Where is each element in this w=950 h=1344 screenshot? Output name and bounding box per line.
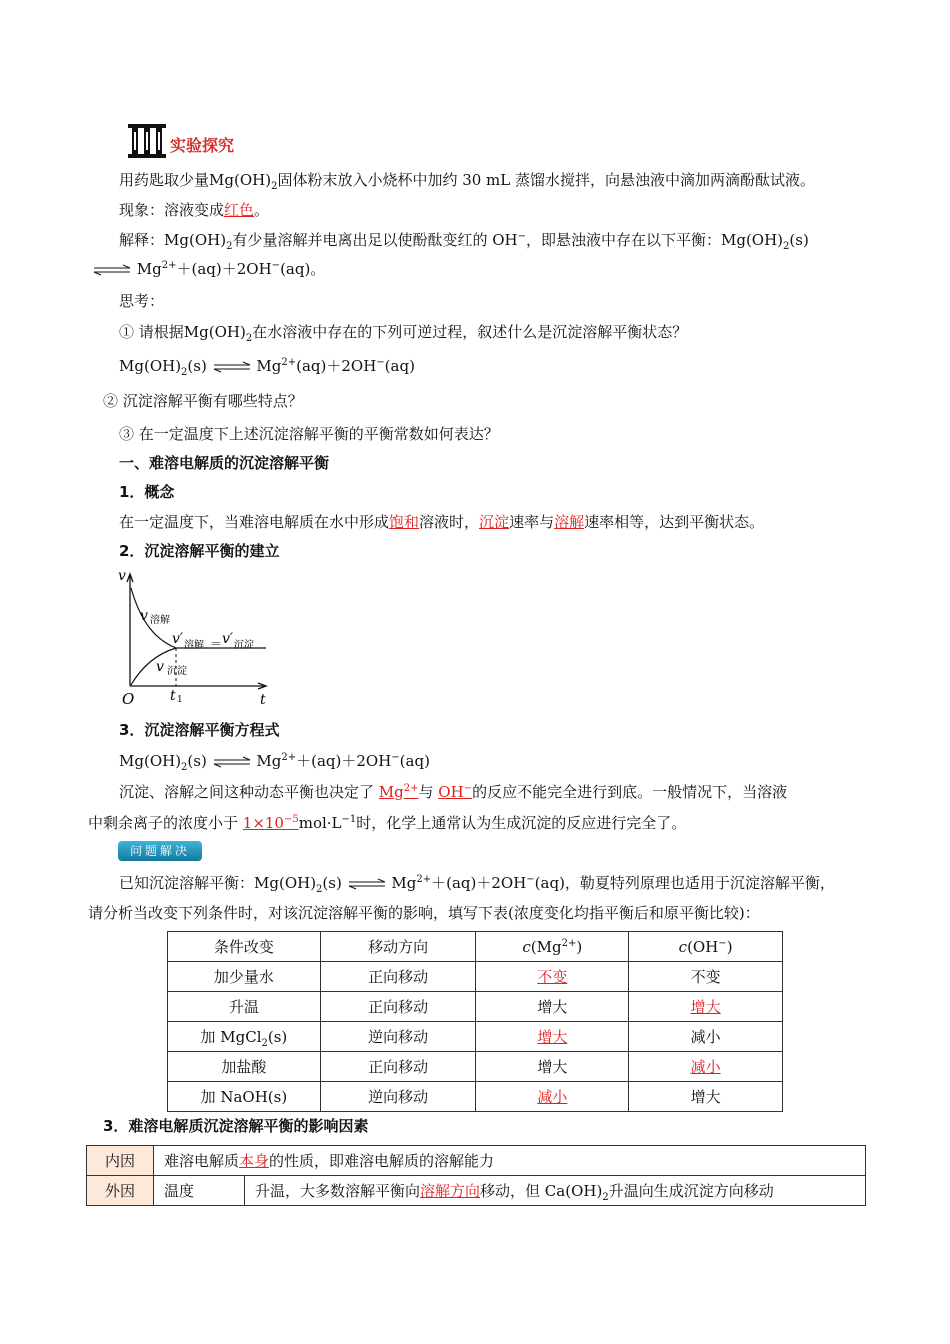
origin-label: O: [122, 690, 135, 708]
problem-line-2: 请分析当改变下列条件时，对该沉淀溶解平衡的影响，填写下表(浓度变化均指平衡后和原平衡比较)：: [88, 904, 760, 922]
build-heading: 2．沉淀溶解平衡的建立: [119, 542, 280, 560]
equilibrium-arrow-icon: [347, 878, 387, 890]
svg-text:1: 1: [177, 695, 183, 705]
section-title: 实验探究: [170, 136, 235, 155]
question-1-equation: $Mg(OH)_2(s)$ $Mg^{2+}(aq)+2OH^-(aq)$: [119, 357, 415, 378]
factor-row-internal: 内因 难溶电解质本身的性质，即难溶电解质的溶解能力: [87, 1146, 866, 1176]
table-row: 加 NaOH(s) 逆向移动 减小 增大: [168, 1082, 783, 1112]
header-direction: 移动方向: [320, 932, 476, 962]
table-row: 加少量水 正向移动 不变 不变: [168, 962, 783, 992]
table-row: 升温 正向移动 增大 增大: [168, 992, 783, 1022]
factors-table: [86, 1145, 866, 1206]
x-axis-label: t: [260, 692, 266, 708]
svg-text:v: v: [140, 608, 148, 624]
question-2: ② 沉淀溶解平衡有哪些特点？: [103, 392, 303, 410]
equation-heading: 3．沉淀溶解平衡方程式: [119, 721, 280, 739]
problem-line-1: 已知沉淀溶解平衡：$Mg(OH)_2(s)$ $Mg^{2+}+(aq)+2OH^-(aq)$，勒夏特列原理也适用于沉淀溶解平衡，: [119, 874, 835, 895]
section-heading: 一、难溶电解质的沉淀溶解平衡: [119, 454, 330, 472]
header-condition: 条件改变: [168, 932, 321, 962]
header-oh: c(OH−): [629, 932, 783, 962]
svg-text:溶解: 溶解: [150, 615, 170, 626]
explanation-text: 解释：$Mg(OH)_2$有少量溶解并电离出足以使酚酞变红的 OH−，即悬浊液中存在以下平衡：$Mg(OH)_2(s)$: [119, 231, 809, 252]
question-3: ③ 在一定温度下上述沉淀溶解平衡的平衡常数如何表达？: [119, 425, 499, 443]
y-axis-label: v: [118, 568, 126, 584]
note-line-2: 中剩余离子的浓度小于 $1\times 10^{-5}mol\cdot L^{-1}$时，化学上通常认为生成沉淀的反应进行完全了。: [88, 814, 687, 832]
table-header-row: [168, 932, 783, 962]
question-1: ① 请根据$Mg(OH)_2$在水溶液中存在的下列可逆过程，叙述什么是沉淀溶解平衡状态？: [119, 323, 688, 344]
header-mg: $c(Mg^{2+})$: [476, 932, 629, 962]
equilibrium-equation: $Mg(OH)_2(s)$ $Mg^{2+}+(aq)+2OH^-(aq)$: [119, 752, 430, 773]
concept-text: 在一定温度下，当难溶电解质在水中形成饱和溶液时，沉淀速率与溶解速率相等，达到平衡状态。: [119, 513, 765, 531]
svg-text:＝: ＝: [210, 637, 223, 651]
explanation-equation: $Mg^{2+}+(aq)+2OH^-(aq)$。: [92, 259, 325, 279]
svg-text:v′: v′: [172, 631, 184, 647]
svg-text:v: v: [156, 659, 164, 675]
svg-text:沉淀: 沉淀: [234, 640, 254, 651]
factors-heading: 3．难溶电解质沉淀溶解平衡的影响因素: [103, 1117, 369, 1135]
rate-time-graph: [116, 568, 276, 708]
svg-text:t: t: [170, 688, 176, 704]
equilibrium-arrow-icon: [92, 264, 132, 276]
svg-text:溶解: 溶解: [184, 640, 204, 651]
concept-heading: 1．概念: [119, 483, 175, 501]
equilibrium-arrow-icon: [212, 361, 252, 373]
problem-badge: 问题解决: [118, 841, 202, 861]
procedure-text: 用药匙取少量$Mg(OH)_2$固体粉末放入小烧杯中加约 30 mL 蒸馏水搅拌，向悬浊液中滴加两滴酚酞试液。: [119, 171, 816, 192]
test-tube-rack-icon: [128, 124, 166, 158]
effect-table: [167, 931, 783, 1112]
svg-text:沉淀: 沉淀: [167, 666, 187, 677]
note-line-1: 沉淀、溶解之间这种动态平衡也决定了 $Mg^{2+}$与 OH−的反应不能完全进行到底。一般情况下，当溶液: [119, 783, 788, 801]
equilibrium-arrow-icon: [212, 756, 252, 768]
table-row: 加 MgCl$_2$(s) 逆向移动 增大 减小: [168, 1022, 783, 1052]
svg-text:v′: v′: [222, 631, 234, 647]
table-row: 加盐酸 正向移动 增大 减小: [168, 1052, 783, 1082]
think-heading: 思考：: [119, 292, 165, 310]
phenomenon-text: 现象：溶液变成红色。: [119, 201, 270, 219]
factor-row-external: 外因 温度 升温，大多数溶解平衡向溶解方向移动，但 $Ca(OH)_2$升温向生成沉淀方向移动: [87, 1176, 866, 1206]
